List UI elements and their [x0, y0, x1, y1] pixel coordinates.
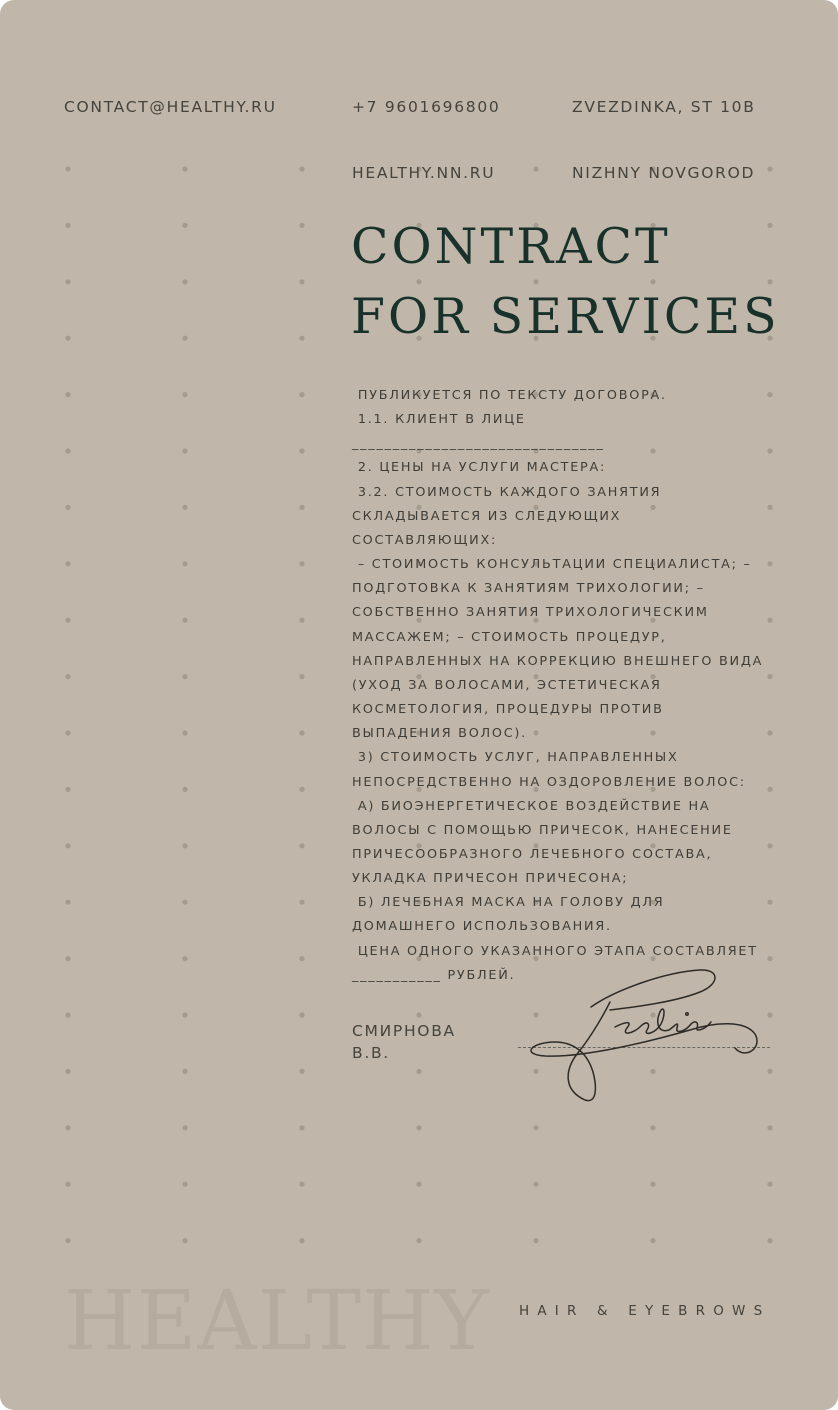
grid-dot [182, 618, 187, 623]
brand-tagline: HAIR & EYEBROWS [519, 1303, 771, 1319]
address-city: NIZHNY NOVGOROD [572, 164, 756, 182]
grid-dot [65, 279, 70, 284]
address-street: ZVEZDINKA, ST 10B [572, 98, 756, 116]
grid-dot [182, 166, 187, 171]
contact-address-block [572, 52, 756, 228]
grid-dot [299, 1125, 304, 1130]
grid-dot [65, 336, 70, 341]
grid-dot [65, 843, 70, 848]
grid-dot [299, 561, 304, 566]
grid-dot [182, 843, 187, 848]
grid-dot [182, 1012, 187, 1017]
grid-dot [65, 618, 70, 623]
contact-email[interactable]: CONTACT@HEALTHY.RU [64, 98, 277, 116]
grid-dot [65, 1238, 70, 1243]
grid-dot [650, 1125, 655, 1130]
signer-surname: СМИРНОВА [352, 1022, 456, 1040]
grid-dot [182, 900, 187, 905]
grid-dot [65, 448, 70, 453]
brand-wordmark: HEALTHY [64, 1274, 490, 1369]
document-title [351, 212, 780, 352]
grid-dot [533, 1182, 538, 1187]
grid-dot [182, 505, 187, 510]
grid-dot [182, 956, 187, 961]
grid-dot [416, 1182, 421, 1187]
grid-dot [650, 1238, 655, 1243]
grid-dot [299, 336, 304, 341]
grid-dot [767, 1012, 772, 1017]
grid-dot [299, 505, 304, 510]
signer-initials: В.В. [352, 1044, 390, 1062]
grid-dot [299, 730, 304, 735]
grid-dot [182, 1125, 187, 1130]
grid-dot [299, 392, 304, 397]
grid-dot [299, 618, 304, 623]
grid-dot [767, 1182, 772, 1187]
grid-dot [182, 1182, 187, 1187]
grid-dot [182, 448, 187, 453]
grid-dot [299, 166, 304, 171]
grid-dot [299, 674, 304, 679]
grid-dot [182, 787, 187, 792]
grid-dot [65, 223, 70, 228]
grid-dot [299, 843, 304, 848]
grid-dot [65, 505, 70, 510]
grid-dot [65, 561, 70, 566]
signer-name [352, 1020, 456, 1064]
grid-dot [65, 1012, 70, 1017]
grid-dot [65, 1125, 70, 1130]
grid-dot [533, 166, 538, 171]
grid-dot [767, 1125, 772, 1130]
grid-dot [65, 674, 70, 679]
grid-dot [65, 956, 70, 961]
grid-dot [182, 1238, 187, 1243]
handwritten-signature [515, 962, 765, 1107]
grid-dot [299, 900, 304, 905]
grid-dot [182, 336, 187, 341]
contact-email-block [64, 52, 277, 162]
grid-dot [65, 166, 70, 171]
grid-dot [416, 1125, 421, 1130]
grid-dot [65, 392, 70, 397]
grid-dot [299, 1012, 304, 1017]
grid-dot [65, 1182, 70, 1187]
contract-body-text: ПУБЛИКУЕТСЯ ПО ТЕКСТУ ДОГОВОРА. 1.1. КЛИЕНТ В ЛИЦЕ _______________________________ 2. ЦЕНЫ НА УСЛУГИ МАСТЕРА: 3.2. СТОИМОСТЬ КАЖДОГО ЗАНЯТИЯ СКЛАДЫВАЕТСЯ ИЗ СЛЕДУЮЩИХ СОСТАВЛЯЮЩИХ: – СТОИМОСТЬ КОНСУЛЬТАЦИИ СПЕЦИАЛИСТА; – ПОДГОТОВКА К ЗАНЯТИЯМ ТРИХОЛОГИИ; – СОБСТВЕННО ЗАНЯТИЯ ТРИХОЛОГИЧЕСКИМ МАССАЖЕМ; – СТОИМОСТЬ ПРОЦЕДУР, НАПРАВЛЕННЫХ НА КОРРЕКЦИЮ ВНЕШНЕГО ВИДА (УХОД ЗА ВОЛОСАМИ, ЭСТЕТИЧЕСКАЯ КОСМЕТОЛОГИЯ, ПРОЦЕДУРЫ ПРОТИВ ВЫПАДЕНИЯ ВОЛОС). 3) СТОИМОСТЬ УСЛУГ, НАПРАВЛЕННЫХ НЕПОСРЕДСТВЕННО НА ОЗДОРОВЛЕНИЕ ВОЛОС: А) БИОЭНЕРГЕТИЧЕСКОЕ ВОЗДЕЙСТВИЕ НА ВОЛОСЫ С ПОМОЩЬЮ ПРИЧЕСОК, НАНЕСЕНИЕ ПРИЧЕСООБРАЗНОГО ЛЕЧЕБНОГО СОСТАВА, УКЛАДКА ПРИЧЕСОН ПРИЧЕСОНА; Б) ЛЕЧЕБНАЯ МАСКА НА ГОЛОВУ ДЛЯ ДОМАШНЕГО ИСПОЛЬЗОВАНИЯ. ЦЕНА ОДНОГО УКАЗАННОГО ЭТАПА СОСТАВЛЯЕТ ___________ РУБЛЕЙ. [352, 388, 764, 983]
grid-dot [65, 787, 70, 792]
grid-dot [416, 1012, 421, 1017]
grid-dot [182, 279, 187, 284]
grid-dot [533, 1238, 538, 1243]
grid-dot [182, 674, 187, 679]
grid-dot [533, 1125, 538, 1130]
grid-dot [182, 730, 187, 735]
grid-dot [182, 561, 187, 566]
grid-dot [650, 1182, 655, 1187]
grid-dot [416, 1069, 421, 1074]
grid-dot [299, 279, 304, 284]
grid-dot [299, 223, 304, 228]
grid-dot [299, 448, 304, 453]
title-line-1: CONTRACT [351, 218, 671, 275]
grid-dot [767, 1238, 772, 1243]
grid-dot [299, 1182, 304, 1187]
grid-dot [182, 1069, 187, 1074]
contact-phone-web-block [352, 52, 501, 228]
grid-dot [182, 223, 187, 228]
grid-dot [65, 730, 70, 735]
grid-dot [416, 1238, 421, 1243]
grid-dot [65, 1069, 70, 1074]
grid-dot [767, 1069, 772, 1074]
grid-dot [299, 1238, 304, 1243]
contact-website[interactable]: HEALTHY.NN.RU [352, 164, 496, 182]
contact-phone[interactable]: +7 9601696800 [352, 98, 501, 116]
grid-dot [65, 900, 70, 905]
grid-dot [299, 1069, 304, 1074]
grid-dot [182, 392, 187, 397]
grid-dot [299, 956, 304, 961]
title-line-2: FOR SERVICES [351, 288, 780, 345]
grid-dot [767, 166, 772, 171]
grid-dot [299, 787, 304, 792]
